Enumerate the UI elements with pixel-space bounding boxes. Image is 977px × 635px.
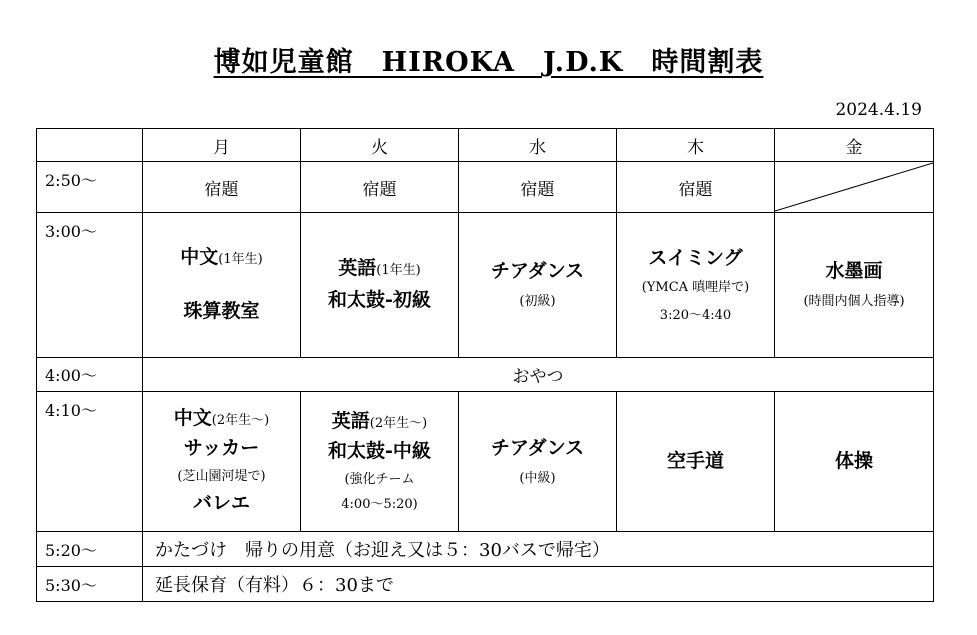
time-400: 4:00〜 [37,358,143,392]
time-300: 3:00〜 [37,213,143,358]
timetable [36,128,934,602]
header-empty-cell [37,129,143,162]
diagonal-slash [775,162,933,212]
day-tue: 火 [301,129,459,162]
cell-520-cleanup: かたづけ 帰りの用意（お迎え又は５：30バスで帰宅） [143,532,934,567]
day-wed: 水 [459,129,617,162]
row-530 [37,567,934,602]
day-thu: 木 [617,129,775,162]
cell-300-mon: 中文(1年生) 珠算教室 [143,213,301,358]
page-title: 博如児童館 HIROKA J.D.K 時間割表 [213,47,764,78]
cell-250-thu: 宿題 [617,162,775,213]
cell-410-thu: 空手道 [617,392,775,532]
cell-250-wed: 宿題 [459,162,617,213]
time-530: 5:30〜 [37,567,143,602]
cell-300-wed: チアダンス (初級) [459,213,617,358]
cell-410-mon: 中文(2年生〜) サッカー (芝山園河堤で) バレエ [143,392,301,532]
row-520 [37,532,934,567]
cell-410-tue: 英語(2年生〜) 和太鼓-中級 (強化チーム 4:00〜5:20) [301,392,459,532]
cell-410-fri: 体操 [775,392,934,532]
cell-530-extended-care: 延長保育（有料）６：30まで [143,567,934,602]
row-250 [37,162,934,213]
row-400 [37,358,934,392]
cell-300-fri: 水墨画 (時間内個人指導) [775,213,934,358]
row-300 [37,213,934,358]
day-mon: 月 [143,129,301,162]
cell-410-wed: チアダンス (中級) [459,392,617,532]
cell-250-tue: 宿題 [301,162,459,213]
row-410 [37,392,934,532]
time-520: 5:20〜 [37,532,143,567]
cell-300-thu: スイミング (YMCA 嗔哩岸で) 3:20〜4:40 [617,213,775,358]
day-fri: 金 [775,129,934,162]
cell-250-mon: 宿題 [143,162,301,213]
cell-300-tue: 英語(1年生) 和太鼓-初級 [301,213,459,358]
time-410: 4:10〜 [37,392,143,532]
date-label: 2024.4.19 [835,100,922,120]
cell-400-snack: おやつ [143,358,934,392]
time-250: 2:50〜 [37,162,143,213]
cell-250-fri-slash [775,162,934,213]
header-row [37,129,934,162]
